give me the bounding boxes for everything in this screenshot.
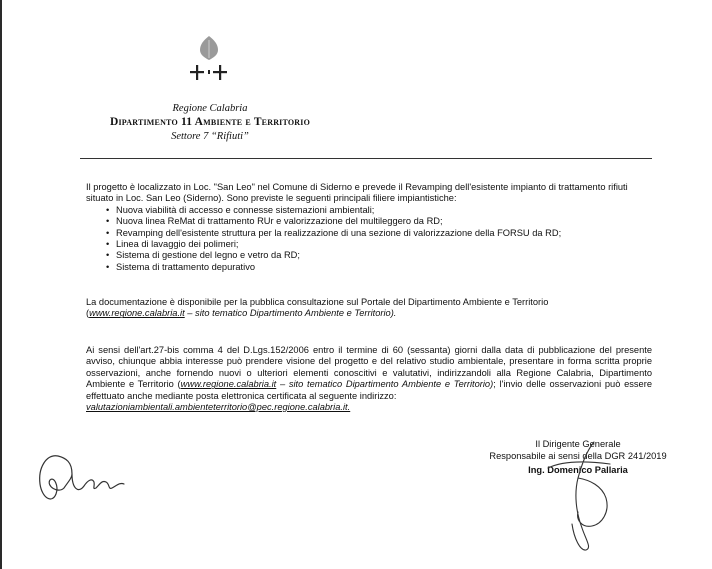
handwritten-signature-left	[32, 448, 142, 508]
signer-name: Ing. Domenico Pallaria	[528, 465, 628, 475]
department-name: Dipartimento 11 Ambiente e Territorio	[109, 116, 311, 128]
portal-link-suffix: – sito tematico Dipartimento Ambiente e Territorio).	[184, 308, 397, 319]
list-item: • Sistema di trattamento depurativo	[106, 262, 652, 273]
availability-text: La documentazione è disponibile per la pubblica consultazione sul Portale del Dipartimento Ambiente e Territorio	[86, 297, 549, 307]
handwritten-signature-right	[520, 438, 640, 556]
observations-paragraph	[86, 345, 652, 413]
observations-text-b: ; l'invio delle osservazioni può essere effettuato anche mediante posta elettronica certificata al seguente indirizzo:	[86, 379, 652, 401]
observations-text-a: Ai sensi dell'art.27-bis comma 4 del D.Lgs.152/2006 entro il termine di 60 (sessanta) giorni dalla data di pubblicazione del presente avviso, chiunque abbia interesse può prendere visione del progetto e del relativo studio ambientale, presentare in forma scritta proprie osservazioni, anche fornendo nuovi o ulteriori elementi conoscitivi e valutativi, indirizzandoli alla Regione Calabria, Dipartimento Ambiente e Territorio (	[86, 345, 652, 390]
sector-name: Settore 7 “Rifiuti”	[171, 131, 249, 142]
notice-link-suffix: – sito tematico Dipartimento Ambiente e Territorio)	[276, 379, 494, 390]
portal-link[interactable]: www.regione.calabria.it	[89, 308, 185, 319]
signer-role: Responsabile ai sensi della DGR 241/2019	[489, 451, 667, 461]
project-description	[86, 182, 652, 273]
page-edge	[0, 0, 2, 569]
availability-paragraph: La documentazione è disponibile per la pubblica consultazione sul Portale del Dipartimento Ambiente e Territorio (www.regione.calabria.it – sito tematico Dipartimento Ambiente e Territorio).	[86, 297, 549, 319]
letterhead	[80, 102, 340, 143]
list-item: • Nuova viabilità di accesso e connesse sistemazioni ambientali;	[106, 205, 652, 216]
signer-title: Il Dirigente Generale	[535, 439, 621, 449]
facility-list	[86, 205, 652, 273]
list-item: • Linea di lavaggio dei polimeri;	[106, 239, 652, 250]
list-item: • Revamping dell'esistente struttura per la realizzazione di una sezione di valorizzazione della FORSU da RD;	[106, 228, 652, 239]
list-item: • Sistema di gestione del legno e vetro da RD;	[106, 250, 652, 261]
regione-calabria-logo	[178, 34, 240, 96]
list-item: • Nuova linea ReMat di trattamento RUr e valorizzazione del multileggero da RD;	[106, 216, 652, 227]
pec-email-link[interactable]: valutazioniambientali.ambienteterritorio@pec.regione.calabria.it.	[86, 402, 351, 413]
notice-portal-link[interactable]: www.regione.calabria.it	[180, 379, 277, 390]
region-name: Regione Calabria	[172, 103, 248, 114]
header-divider	[80, 158, 652, 159]
project-intro-text: Il progetto è localizzato in Loc. "San Leo" nel Comune di Siderno e prevede il Revamping dell'esistente impianto di trattamento rifiuti situato in Loc. San Leo (Siderno). Sono previste le seguenti principali filiere impiantistiche:	[86, 182, 628, 204]
